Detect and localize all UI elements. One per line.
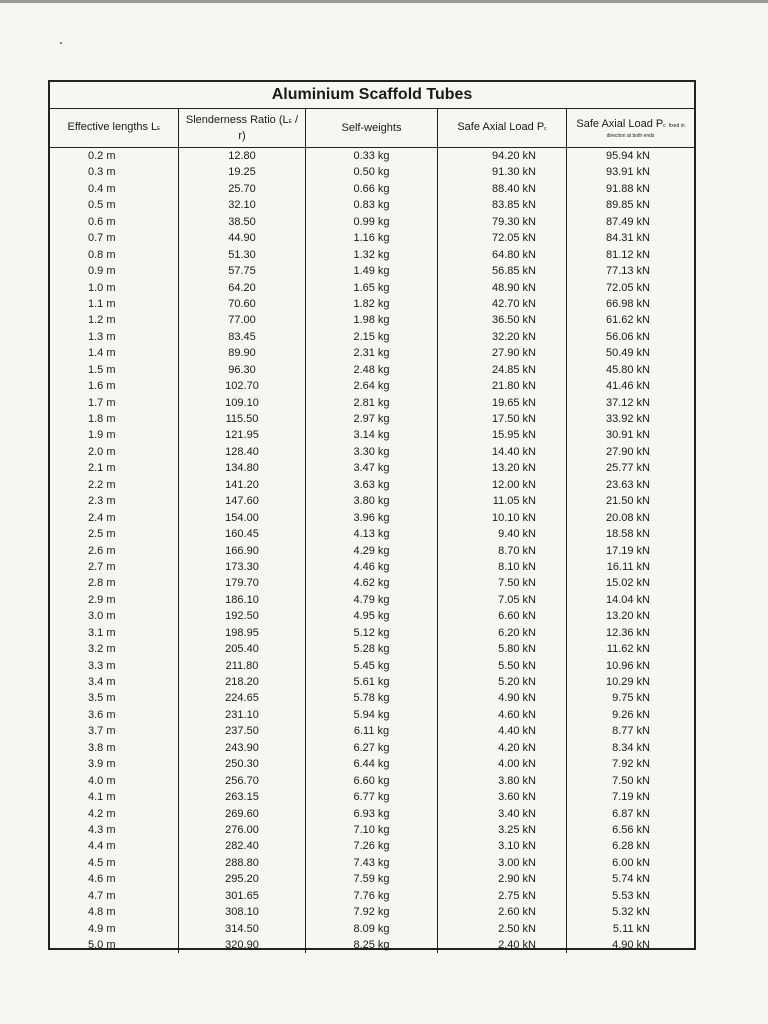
table-cell: 224.65 xyxy=(225,692,259,705)
table-cell: 1.7 m xyxy=(88,396,116,409)
header-slenderness-text-b: / r) xyxy=(238,114,299,142)
table-cell: 0.9 m xyxy=(88,265,116,278)
table-cell: 17.50 kN xyxy=(491,413,536,425)
table-cell: 6.93 kg xyxy=(353,807,390,820)
table-cell: 0.8 m xyxy=(88,248,116,261)
table-cell: 7.50 kN xyxy=(498,577,536,590)
table-cell: 6.56 kN xyxy=(612,823,650,836)
table-cell: 3.0 m xyxy=(88,610,116,623)
table-cell: 295.20 xyxy=(225,873,259,886)
table-cell: 256.70 xyxy=(225,774,259,787)
table-cell: 211.80 xyxy=(225,659,259,672)
table-cell: 21.80 kN xyxy=(491,380,536,393)
table-cell: 1.65 kg xyxy=(353,281,390,294)
header-slenderness-text: Slenderness Ratio (L xyxy=(185,114,289,126)
table-cell: 5.50 kN xyxy=(498,659,536,672)
table-cell: 41.46 kN xyxy=(605,380,650,393)
table-cell: 2.4 m xyxy=(88,511,116,524)
table-cell: 6.20 kN xyxy=(498,626,536,639)
table-cell: 6.11 kg xyxy=(353,725,390,738)
table-cell: 3.40 kN xyxy=(498,807,536,820)
table-cell: 4.2 m xyxy=(88,807,116,820)
table-cell: 23.63 kN xyxy=(605,478,650,491)
table-cell: 147.60 xyxy=(225,495,259,508)
table-cell: 7.10 kg xyxy=(353,823,390,836)
table-cell: 10.29 kN xyxy=(605,676,650,688)
table-cell: 4.40 kN xyxy=(498,725,536,738)
table-cell: 3.5 m xyxy=(88,692,116,705)
table-header-row xyxy=(50,109,694,148)
table-cell: 4.3 m xyxy=(88,823,116,836)
table-cell: 0.5 m xyxy=(88,199,116,212)
table-cell: 51.30 xyxy=(228,248,256,261)
table-cell: 4.5 m xyxy=(88,856,116,869)
table-cell: 3.96 kg xyxy=(353,511,390,524)
table-cell: 3.6 m xyxy=(88,708,116,721)
table-cell: 288.80 xyxy=(225,856,259,869)
header-fixed-note: fixed in xyxy=(668,122,685,129)
table-cell: 3.10 kN xyxy=(498,840,536,853)
table-cell: 14.04 kN xyxy=(605,593,650,606)
scan-speck xyxy=(60,42,62,44)
scaffold-table xyxy=(48,80,696,950)
table-cell: 6.87 kN xyxy=(612,807,650,820)
table-cell: 27.90 kN xyxy=(491,347,536,360)
table-cell: 3.4 m xyxy=(88,676,116,688)
table-cell: 314.50 xyxy=(225,922,259,935)
table-cell: 17.19 kN xyxy=(605,544,650,557)
table-cell: 8.70 kN xyxy=(498,544,536,557)
table-body xyxy=(50,148,694,953)
table-cell: 2.15 kg xyxy=(353,330,390,343)
table-cell: 12.36 kN xyxy=(605,626,650,639)
table-cell: 15.02 kN xyxy=(605,577,650,590)
table-cell: 231.10 xyxy=(225,708,259,721)
table-cell: 9.26 kN xyxy=(612,708,650,721)
header-effective-lengths xyxy=(50,109,179,147)
table-cell: 1.1 m xyxy=(88,297,116,310)
table-cell: 186.10 xyxy=(225,593,259,606)
table-cell: 15.95 kN xyxy=(491,429,536,442)
table-cell: 320.90 xyxy=(225,939,259,951)
table-cell: 3.7 m xyxy=(88,725,116,738)
table-cell: 3.14 kg xyxy=(353,429,390,442)
table-cell: 96.30 xyxy=(228,363,256,376)
table-cell: 8.34 kN xyxy=(612,741,650,754)
table-cell: 8.09 kg xyxy=(353,922,390,935)
table-cell: 2.6 m xyxy=(88,544,116,557)
table-cell: 0.2 m xyxy=(88,150,116,162)
table-cell: 7.19 kN xyxy=(612,791,650,804)
table-cell: 83.85 kN xyxy=(491,199,536,212)
table-cell: 134.80 xyxy=(225,462,259,475)
table-cell: 109.10 xyxy=(225,396,259,409)
header-slenderness-sub: E xyxy=(288,119,292,125)
table-cell: 1.32 kg xyxy=(353,248,390,261)
table-cell: 282.40 xyxy=(225,840,259,853)
table-cell: 93.91 kN xyxy=(605,166,650,179)
table-cell: 0.83 kg xyxy=(353,199,390,212)
table-cell: 5.78 kg xyxy=(353,692,390,705)
table-cell: 4.9 m xyxy=(88,922,116,935)
table-cell: 5.80 kN xyxy=(498,643,536,656)
table-cell: 2.8 m xyxy=(88,577,116,590)
table-cell: 37.12 kN xyxy=(605,396,650,409)
table-cell: 9.75 kN xyxy=(612,692,650,705)
table-cell: 50.49 kN xyxy=(605,347,650,360)
table-cell: 1.9 m xyxy=(88,429,116,442)
table-cell: 2.48 kg xyxy=(353,363,390,376)
table-cell: 7.05 kN xyxy=(498,593,536,606)
table-cell: 7.43 kg xyxy=(353,856,390,869)
column-safe-axial-load-fixed xyxy=(567,148,694,953)
table-cell: 9.40 kN xyxy=(498,528,536,541)
table-cell: 0.66 kg xyxy=(353,182,390,195)
table-cell: 198.95 xyxy=(225,626,259,639)
table-cell: 4.46 kg xyxy=(353,560,390,573)
table-cell: 6.77 kg xyxy=(353,791,390,804)
table-cell: 14.40 kN xyxy=(491,445,536,458)
table-cell: 3.3 m xyxy=(88,659,116,672)
table-cell: 3.25 kN xyxy=(498,823,536,836)
table-cell: 6.00 kN xyxy=(612,856,650,869)
table-cell: 263.15 xyxy=(225,791,259,804)
table-cell: 12.00 kN xyxy=(491,478,536,491)
table-cell: 6.44 kg xyxy=(353,758,390,771)
header-slenderness xyxy=(179,109,306,147)
table-cell: 0.50 kg xyxy=(353,166,390,179)
table-cell: 20.08 kN xyxy=(605,511,650,524)
table-cell: 7.92 kN xyxy=(612,758,650,771)
table-cell: 2.60 kN xyxy=(498,906,536,919)
table-cell: 5.74 kN xyxy=(612,873,650,886)
table-cell: 5.0 m xyxy=(88,939,116,951)
table-cell: 1.82 kg xyxy=(353,297,390,310)
table-cell: 301.65 xyxy=(225,889,259,902)
table-cell: 56.06 kN xyxy=(605,330,650,343)
table-cell: 13.20 kN xyxy=(605,610,650,623)
table-cell: 5.53 kN xyxy=(612,889,650,902)
table-cell: 3.1 m xyxy=(88,626,116,639)
table-cell: 4.20 kN xyxy=(498,741,536,754)
table-cell: 8.10 kN xyxy=(498,560,536,573)
table-cell: 4.1 m xyxy=(88,791,116,804)
table-cell: 61.62 kN xyxy=(605,314,650,327)
table-cell: 4.90 kN xyxy=(612,939,650,951)
header-self-weights-text: Self-weights xyxy=(341,122,402,134)
table-cell: 2.1 m xyxy=(88,462,116,475)
table-cell: 115.50 xyxy=(225,413,259,425)
table-cell: 5.20 kN xyxy=(498,676,536,688)
table-cell: 1.98 kg xyxy=(353,314,390,327)
table-cell: 4.6 m xyxy=(88,873,116,886)
table-cell: 27.90 kN xyxy=(605,445,650,458)
table-cell: 0.33 kg xyxy=(353,150,390,162)
table-cell: 1.49 kg xyxy=(353,265,390,278)
table-cell: 72.05 kN xyxy=(605,281,650,294)
table-cell: 4.0 m xyxy=(88,774,116,787)
table-cell: 2.90 kN xyxy=(498,873,536,886)
table-cell: 121.95 xyxy=(225,429,259,442)
table-cell: 5.28 kg xyxy=(353,643,390,656)
header-safe-load-fixed-text: Safe Axial Load P xyxy=(576,117,664,130)
table-cell: 2.31 kg xyxy=(353,347,390,360)
table-cell: 12.80 xyxy=(228,150,256,162)
table-cell: 2.64 kg xyxy=(353,380,390,393)
table-cell: 166.90 xyxy=(225,544,259,557)
table-cell: 21.50 kN xyxy=(605,495,650,508)
table-cell: 276.00 xyxy=(225,823,259,836)
table-cell: 192.50 xyxy=(225,610,259,623)
table-cell: 48.90 kN xyxy=(491,281,536,294)
table-cell: 0.99 kg xyxy=(353,215,390,228)
table-cell: 19.25 xyxy=(228,166,256,179)
scan-edge-line xyxy=(0,0,768,3)
header-effective-lengths-sub: E xyxy=(157,126,161,132)
table-cell: 84.31 kN xyxy=(605,232,650,245)
table-cell: 1.4 m xyxy=(88,347,116,360)
table-cell: 250.30 xyxy=(225,758,259,771)
table-cell: 243.90 xyxy=(225,741,259,754)
table-cell: 2.9 m xyxy=(88,593,116,606)
table-cell: 4.62 kg xyxy=(353,577,390,590)
table-cell: 16.11 kN xyxy=(606,560,650,573)
table-cell: 1.0 m xyxy=(88,281,116,294)
table-cell: 4.79 kg xyxy=(353,593,390,606)
table-cell: 88.40 kN xyxy=(491,182,536,195)
table-cell: 2.81 kg xyxy=(353,396,390,409)
table-cell: 57.75 xyxy=(228,265,256,278)
table-cell: 10.96 kN xyxy=(605,659,650,672)
table-cell: 2.40 kN xyxy=(498,939,536,951)
table-cell: 5.11 kN xyxy=(612,922,650,935)
table-cell: 1.3 m xyxy=(88,330,116,343)
table-cell: 2.75 kN xyxy=(498,889,536,902)
table-cell: 87.49 kN xyxy=(605,215,650,228)
header-safe-load-fixed-sub: c xyxy=(663,122,666,129)
column-slenderness xyxy=(179,148,306,953)
table-cell: 7.26 kg xyxy=(353,840,390,853)
column-effective-lengths xyxy=(50,148,179,953)
table-cell: 4.00 kN xyxy=(498,758,536,771)
header-effective-lengths-text: Effective lengths L xyxy=(67,121,158,133)
table-cell: 24.85 kN xyxy=(491,363,536,376)
table-cell: 8.77 kN xyxy=(612,725,650,738)
table-cell: 179.70 xyxy=(225,577,259,590)
table-cell: 3.00 kN xyxy=(498,856,536,869)
table-cell: 25.70 xyxy=(228,182,256,195)
table-cell: 10.10 kN xyxy=(491,511,536,524)
table-cell: 2.7 m xyxy=(88,560,116,573)
table-cell: 6.28 kN xyxy=(612,840,650,853)
table-cell: 0.7 m xyxy=(88,232,116,245)
table-cell: 83.45 xyxy=(228,330,256,343)
table-cell: 95.94 kN xyxy=(605,150,650,162)
table-cell: 5.32 kN xyxy=(612,906,650,919)
table-cell: 2.2 m xyxy=(88,478,116,491)
table-cell: 102.70 xyxy=(225,380,259,393)
table-cell: 3.60 kN xyxy=(498,791,536,804)
header-safe-axial-load-fixed xyxy=(567,109,694,147)
table-cell: 42.70 kN xyxy=(491,297,536,310)
table-cell: 141.20 xyxy=(225,478,259,491)
table-cell: 308.10 xyxy=(225,906,259,919)
table-cell: 64.20 xyxy=(228,281,256,294)
table-cell: 4.8 m xyxy=(88,906,116,919)
table-cell: 154.00 xyxy=(225,511,259,524)
table-cell: 237.50 xyxy=(225,725,259,738)
table-cell: 1.2 m xyxy=(88,314,116,327)
table-cell: 25.77 kN xyxy=(605,462,650,475)
table-cell: 3.8 m xyxy=(88,741,116,754)
table-cell: 173.30 xyxy=(225,560,259,573)
table-cell: 79.30 kN xyxy=(491,215,536,228)
table-cell: 4.13 kg xyxy=(353,528,390,541)
table-title: Aluminium Scaffold Tubes xyxy=(50,82,694,109)
table-cell: 5.12 kg xyxy=(353,626,390,639)
table-cell: 38.50 xyxy=(228,215,256,228)
table-cell: 66.98 kN xyxy=(605,297,650,310)
column-self-weights xyxy=(306,148,438,953)
table-cell: 91.88 kN xyxy=(605,182,650,195)
table-cell: 64.80 kN xyxy=(491,248,536,261)
table-cell: 30.91 kN xyxy=(605,429,650,442)
table-cell: 6.60 kN xyxy=(498,610,536,623)
table-cell: 7.92 kg xyxy=(353,906,390,919)
header-safe-load-text: Safe Axial Load P xyxy=(457,121,545,133)
table-cell: 32.10 xyxy=(228,199,256,212)
table-cell: 7.50 kN xyxy=(612,774,650,787)
table-cell: 1.8 m xyxy=(88,413,116,425)
table-cell: 2.50 kN xyxy=(498,922,536,935)
table-cell: 2.0 m xyxy=(88,445,116,458)
table-cell: 77.00 xyxy=(228,314,256,327)
table-cell: 11.05 kN xyxy=(492,495,536,508)
table-cell: 4.7 m xyxy=(88,889,116,902)
table-cell: 3.80 kN xyxy=(498,774,536,787)
table-cell: 81.12 kN xyxy=(605,248,650,261)
table-cell: 3.9 m xyxy=(88,758,116,771)
table-cell: 5.61 kg xyxy=(353,676,390,688)
table-cell: 0.6 m xyxy=(88,215,116,228)
table-cell: 2.97 kg xyxy=(353,413,390,425)
table-cell: 3.80 kg xyxy=(353,495,390,508)
table-cell: 13.20 kN xyxy=(491,462,536,475)
table-cell: 3.30 kg xyxy=(353,445,390,458)
table-cell: 91.30 kN xyxy=(491,166,536,179)
table-cell: 5.45 kg xyxy=(353,659,390,672)
header-safe-axial-load xyxy=(438,109,567,147)
table-cell: 72.05 kN xyxy=(491,232,536,245)
table-cell: 205.40 xyxy=(225,643,259,656)
table-cell: 11.62 kN xyxy=(606,643,650,656)
table-cell: 160.45 xyxy=(225,528,259,541)
table-cell: 4.95 kg xyxy=(353,610,390,623)
table-cell: 70.60 xyxy=(228,297,256,310)
table-cell: 3.63 kg xyxy=(353,478,390,491)
table-cell: 218.20 xyxy=(225,676,259,688)
table-cell: 77.13 kN xyxy=(605,265,650,278)
table-cell: 56.85 kN xyxy=(491,265,536,278)
table-cell: 6.27 kg xyxy=(353,741,390,754)
table-cell: 8.25 kg xyxy=(353,939,390,951)
table-cell: 4.90 kN xyxy=(498,692,536,705)
table-cell: 18.58 kN xyxy=(605,528,650,541)
table-cell: 2.3 m xyxy=(88,495,116,508)
table-cell: 6.60 kg xyxy=(353,774,390,787)
header-self-weights xyxy=(306,109,438,147)
table-cell: 89.85 kN xyxy=(605,199,650,212)
table-cell: 3.47 kg xyxy=(353,462,390,475)
table-cell: 128.40 xyxy=(225,445,259,458)
table-cell: 19.65 kN xyxy=(491,396,536,409)
table-cell: 2.5 m xyxy=(88,528,116,541)
table-cell: 0.3 m xyxy=(88,166,116,179)
table-cell: 32.20 kN xyxy=(491,330,536,343)
header-fixed-note-2: direction at both ends xyxy=(606,132,655,139)
table-cell: 5.94 kg xyxy=(353,708,390,721)
table-cell: 7.76 kg xyxy=(353,889,390,902)
table-cell: 269.60 xyxy=(225,807,259,820)
table-cell: 7.59 kg xyxy=(353,873,390,886)
table-cell: 33.92 kN xyxy=(605,413,650,425)
table-cell: 4.60 kN xyxy=(498,708,536,721)
table-cell: 4.29 kg xyxy=(353,544,390,557)
table-cell: 89.90 xyxy=(228,347,256,360)
header-safe-load-sub: c xyxy=(544,126,547,132)
table-cell: 1.5 m xyxy=(88,363,116,376)
table-cell: 1.6 m xyxy=(88,380,116,393)
table-cell: 94.20 kN xyxy=(491,150,536,162)
table-cell: 45.80 kN xyxy=(605,363,650,376)
table-cell: 44.90 xyxy=(228,232,256,245)
table-cell: 1.16 kg xyxy=(353,232,390,245)
table-cell: 36.50 kN xyxy=(491,314,536,327)
column-safe-axial-load xyxy=(438,148,567,953)
table-cell: 4.4 m xyxy=(88,840,116,853)
table-cell: 3.2 m xyxy=(88,643,116,656)
table-cell: 0.4 m xyxy=(88,182,116,195)
